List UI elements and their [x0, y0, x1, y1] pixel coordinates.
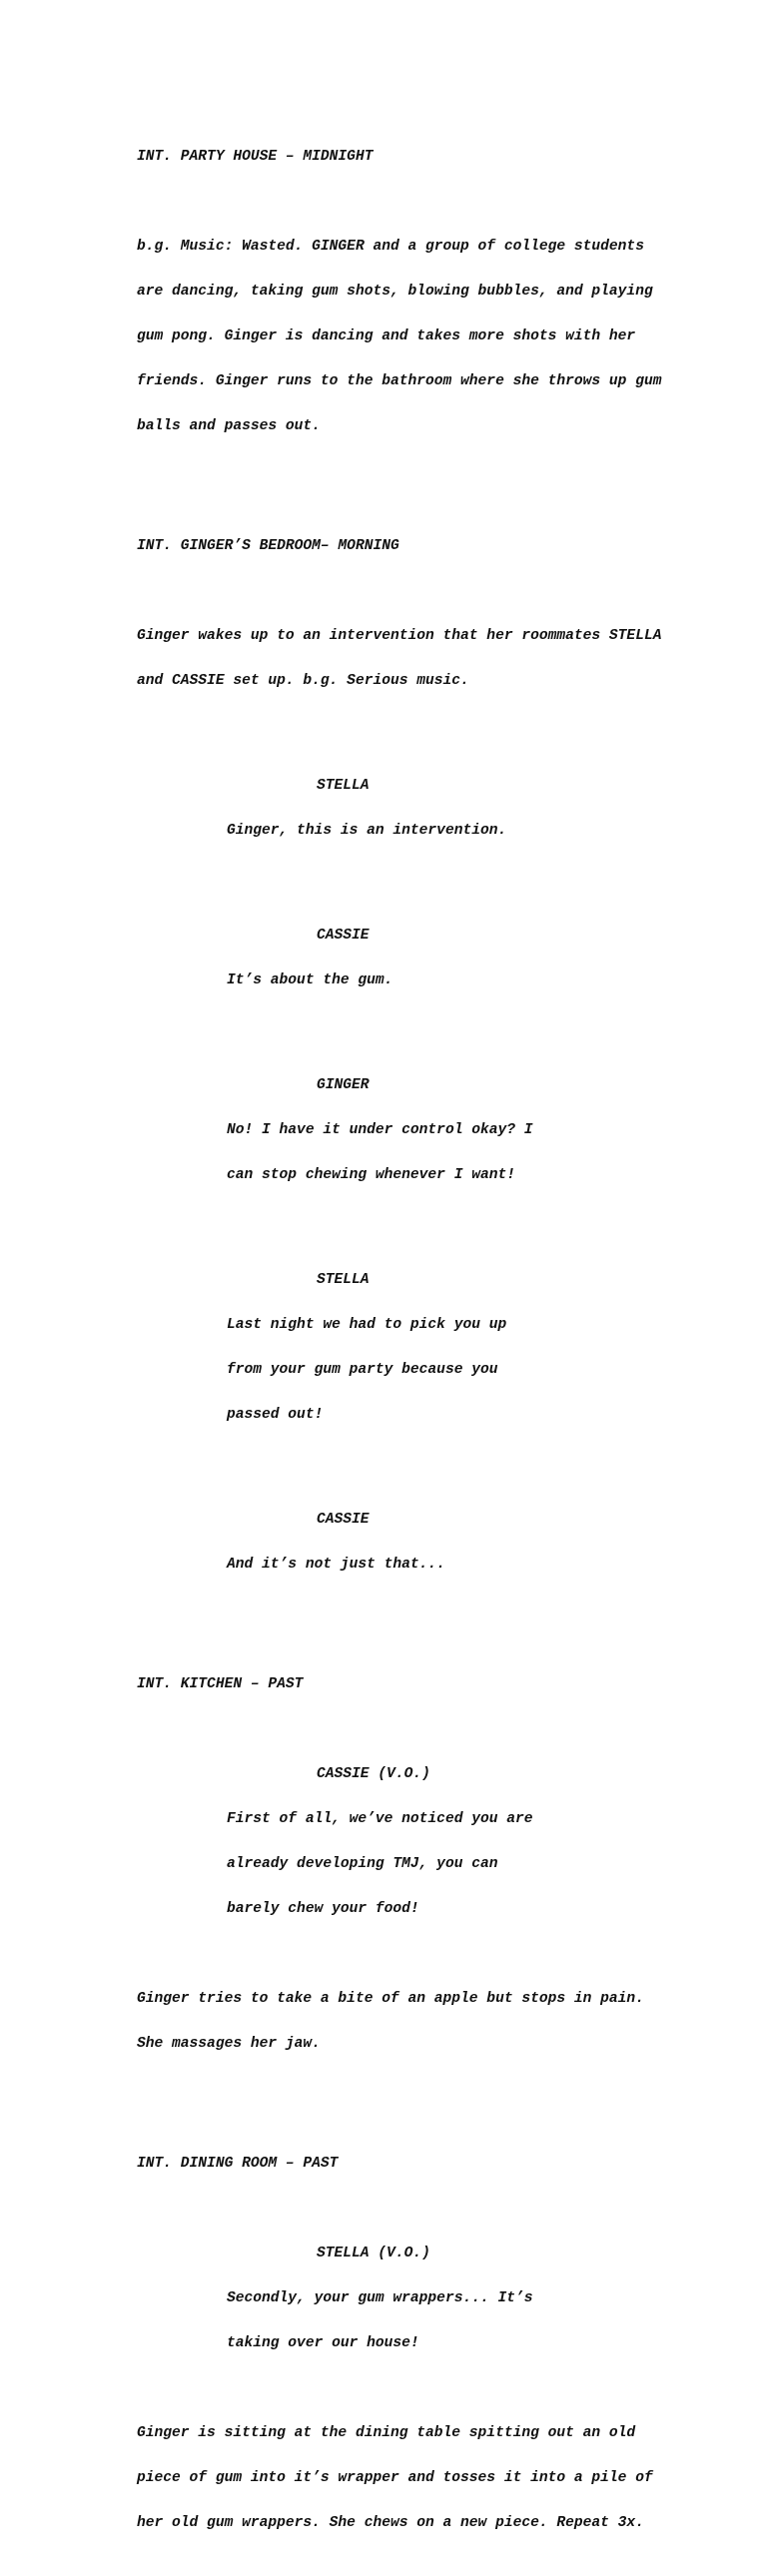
- scene-heading: INT. DINING ROOM – PAST: [137, 2156, 339, 2172]
- dialogue-line: from your gum party because you: [227, 1362, 498, 1378]
- dialogue-line: And it’s not just that...: [227, 1557, 445, 1573]
- dialogue-line: barely chew your food!: [227, 1901, 419, 1917]
- character-name: STELLA: [317, 778, 370, 794]
- action-line: b.g. Music: Wasted. GINGER and a group of college students: [137, 239, 644, 255]
- character-name: CASSIE: [317, 928, 370, 944]
- dialogue-line: Last night we had to pick you up: [227, 1317, 507, 1333]
- action-line: friends. Ginger runs to the bathroom where she throws up gum: [137, 373, 662, 389]
- action-line: piece of gum into it’s wrapper and tosses it into a pile of: [137, 2470, 653, 2486]
- dialogue-line: taking over our house!: [227, 2335, 419, 2351]
- dialogue-line: can stop chewing whenever I want!: [227, 1167, 516, 1183]
- action-line: balls and passes out.: [137, 418, 321, 434]
- screenplay-text: [137, 90, 696, 2576]
- character-name: CASSIE (V.O.): [317, 1766, 430, 1782]
- dialogue-line: passed out!: [227, 1407, 324, 1423]
- scene-heading: INT. PARTY HOUSE – MIDNIGHT: [137, 149, 374, 165]
- action-line: gum pong. Ginger is dancing and takes more shots with her: [137, 328, 636, 344]
- action-line: her old gum wrappers. She chews on a new piece. Repeat 3x.: [137, 2515, 644, 2531]
- action-line: and CASSIE set up. b.g. Serious music.: [137, 673, 469, 689]
- character-name: STELLA: [317, 1272, 370, 1288]
- dialogue-line: It’s about the gum.: [227, 972, 393, 988]
- action-line: are dancing, taking gum shots, blowing bubbles, and playing: [137, 284, 653, 300]
- action-line: Ginger tries to take a bite of an apple but stops in pain.: [137, 1991, 644, 2007]
- character-name: GINGER: [317, 1077, 370, 1093]
- action-line: She massages her jaw.: [137, 2036, 321, 2052]
- character-name: CASSIE: [317, 1512, 370, 1528]
- scene-heading: INT. KITCHEN – PAST: [137, 1676, 304, 1692]
- dialogue-line: already developing TMJ, you can: [227, 1856, 498, 1872]
- dialogue-line: No! I have it under control okay? I: [227, 1122, 533, 1138]
- dialogue-line: First of all, we’ve noticed you are: [227, 1811, 533, 1827]
- action-line: Ginger is sitting at the dining table spitting out an old: [137, 2425, 636, 2441]
- character-name: STELLA (V.O.): [317, 2246, 430, 2261]
- scene-heading: INT. GINGER’S BEDROOM– MORNING: [137, 538, 399, 554]
- dialogue-line: Secondly, your gum wrappers... It’s: [227, 2290, 533, 2306]
- dialogue-line: Ginger, this is an intervention.: [227, 823, 507, 839]
- action-line: Ginger wakes up to an intervention that her roommates STELLA: [137, 628, 662, 644]
